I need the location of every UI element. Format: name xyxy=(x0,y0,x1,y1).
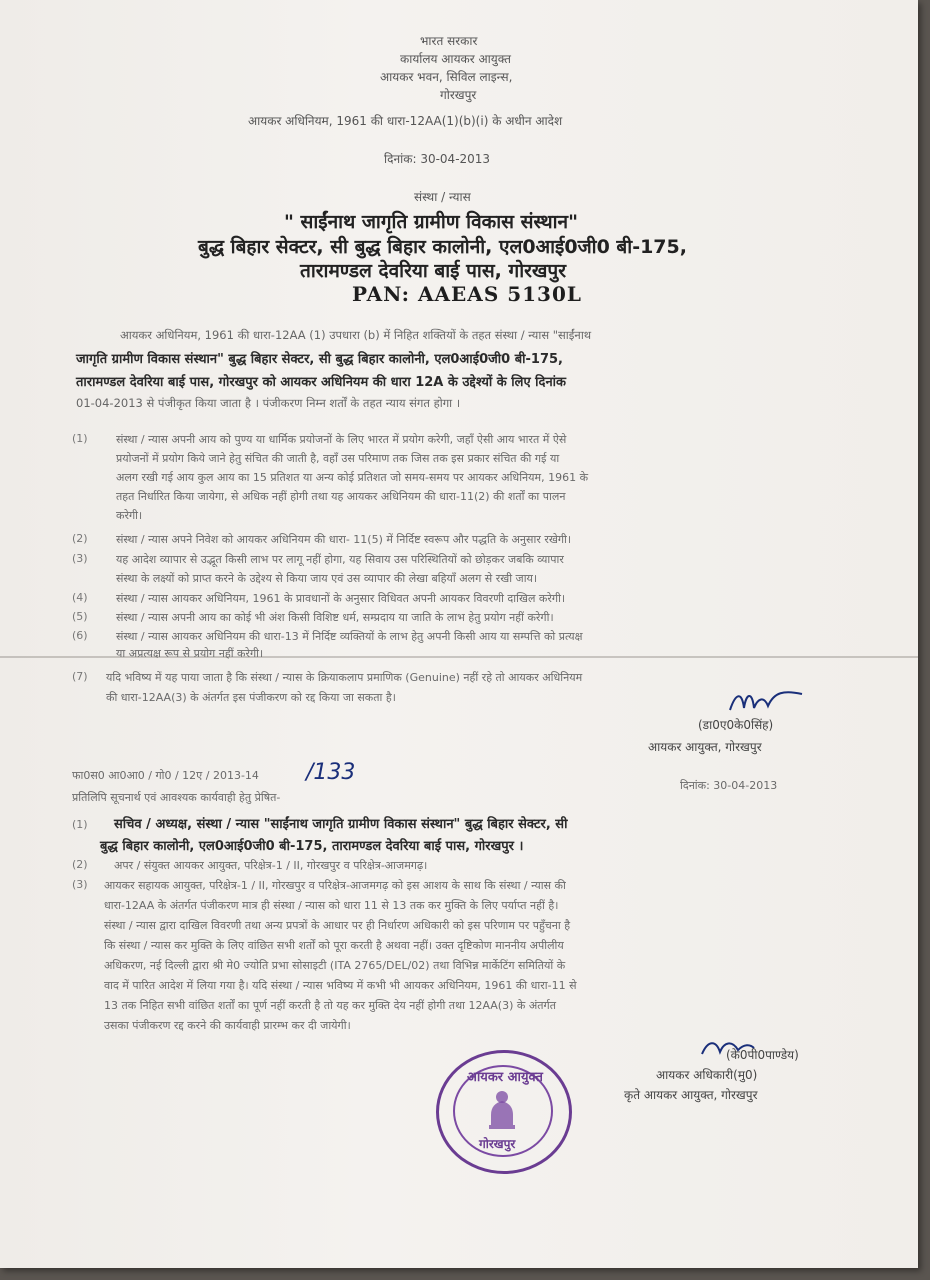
condition-7-line: की धारा-12AA(3) के अंतर्गत इस पंजीकरण को रद्द किया जा सकता है। xyxy=(106,691,396,704)
copy-item-3-line: उसका पंजीकरण रद्द करने की कार्यवाही प्रारम्भ कर दी जायेगी। xyxy=(104,1019,351,1032)
copy-intro: प्रतिलिपि सूचनार्थ एवं आवश्यक कार्यवाही हेतु प्रेषित- xyxy=(72,791,281,804)
copy-item-3-line: 13 तक निहित सभी वांछित शर्तों का पूर्ण नहीं करती है तो यह कर मुक्ति देय नहीं होगी तथा 12AA(3) के अंतर्गत xyxy=(104,999,556,1012)
signatory2-for: कृते आयकर आयुक्त, गोरखपुर xyxy=(624,1088,758,1102)
para-line-2: जागृति ग्रामीण विकास संस्थान" बुद्ध बिहार सेक्टर, सी बुद्ध बिहार कालोनी, एल0आई0जी0 बी-175, xyxy=(76,352,563,367)
para-line-3: तारामण्डल देवरिया बाई पास, गोरखपुर को आयकर अधिनियम की धारा 12A के उद्देश्यों के लिए दिनांक xyxy=(76,375,567,390)
condition-6-line: संस्था / न्यास आयकर अधिनियम की धारा-13 में निर्दिष्ट व्यक्तियों के लाभ हेतु अपनी किसी आय या सम्पत्ति को प्रत्यक्ष xyxy=(116,630,583,643)
condition-4-line: संस्था / न्यास आयकर अधिनियम, 1961 के प्रावधानों के अनुसार विधिवत अपनी आयकर विवरणी दाखिल करेगी। xyxy=(116,592,566,605)
condition-1-line: संस्था / न्यास अपनी आय को पुण्य या धार्मिक प्रयोजनों के लिए भारत में प्रयोग करेगी, जहाँ ऐसी आय भारत में ऐसे xyxy=(116,433,567,446)
para-line-1: आयकर अधिनियम, 1961 की धारा-12AA (1) उपधारा (b) में निहित शक्तियों के तहत संस्था / न्यास "साईंनाथ xyxy=(120,328,592,342)
order-under-section: आयकर अधिनियम, 1961 की धारा-12AA(1)(b)(i) के अधीन आदेश xyxy=(248,114,563,128)
condition-5-line: संस्था / न्यास अपनी आय का कोई भी अंश किसी विशिष्ट धर्म, सम्प्रदाय या जाति के लाभ हेतु प्रयोग नहीं करेगी। xyxy=(116,611,554,624)
ashoka-emblem-icon xyxy=(479,1085,525,1131)
condition-num: (5) xyxy=(72,610,88,623)
signature-scribble xyxy=(726,684,806,718)
copy-item-3-line: वाद में पारित आदेश में लिया गया है। यदि संस्था / न्यास भविष्य में कभी भी आयकर अधिनियम, 1961 की धारा-11 से xyxy=(104,979,577,992)
copy-item-2-line: अपर / संयुक्त आयकर आयुक्त, परिक्षेत्र-1 / II, गोरखपुर व परिक्षेत्र-आजमगढ़। xyxy=(114,859,428,872)
entity-name: " साईंनाथ जागृति ग्रामीण विकास संस्थान" xyxy=(284,211,579,233)
entity-label: संस्था / न्यास xyxy=(414,190,471,204)
condition-num: (1) xyxy=(72,432,88,445)
order-date: दिनांक: 30-04-2013 xyxy=(384,152,491,166)
copy-item-1-line: सचिव / अध्यक्ष, संस्था / न्यास "साईंनाथ जागृति ग्रामीण विकास संस्थान" बुद्ध बिहार सेक्टर, सी xyxy=(114,817,568,832)
condition-2-line: संस्था / न्यास अपने निवेश को आयकर अधिनियम की धारा- 11(5) में निर्दिष्ट स्वरूप और पद्धति के अनुसार रखेगी। xyxy=(116,533,572,546)
condition-1-line: प्रयोजनों में प्रयोग किये जाने हेतु संचित की जाती है, वहाँ उस परिमाण तक जिस तक इस प्रकार संचित की गई या xyxy=(116,452,560,465)
para-line-4: 01-04-2013 से पंजीकृत किया जाता है । पंजीकरण निम्न शर्तों के तहत न्याय संगत होगा । xyxy=(76,396,461,410)
condition-1-line: करेगी। xyxy=(116,509,143,522)
seal-bottom-text: गोरखपुर xyxy=(479,1137,516,1151)
signatory-name: (डा0ए0के0सिंह) xyxy=(698,718,774,732)
copy-item-3-line: आयकर सहायक आयुक्त, परिक्षेत्र-1 / II, गोरखपुर व परिक्षेत्र-आजमगढ़ को इस आशय के साथ कि संस्था / न्यास की xyxy=(104,879,566,892)
condition-3-line: यह आदेश व्यापार से उद्भूत किसी लाभ पर लागू नहीं होगा, यह सिवाय उस परिस्थितियों को छोड़कर जबकि व्यापार xyxy=(116,553,564,566)
condition-num: (3) xyxy=(72,552,88,565)
header-office: कार्यालय आयकर आयुक्त xyxy=(400,52,511,66)
copy-item-3-line: कि संस्था / न्यास कर मुक्ति के लिए वांछित सभी शर्तों को पूरा करती है अथवा नहीं। उक्त दृष्टिकोण माननीय अपीलीय xyxy=(104,939,564,952)
condition-num: (6) xyxy=(72,629,88,642)
copy-item-1-line: बुद्ध बिहार कालोनी, एल0आई0जी0 बी-175, तारामण्डल देवरिया बाई पास, गोरखपुर । xyxy=(100,839,524,854)
condition-num: (4) xyxy=(72,591,88,604)
handwritten-number: /133 xyxy=(306,760,356,785)
condition-num: (2) xyxy=(72,532,88,545)
copy-item-num: (1) xyxy=(72,818,88,831)
copy-item-3-line: संस्था / न्यास द्वारा दाखिल विवरणी तथा अन्य प्रपत्रों के आधार पर ही निर्धारण अधिकारी को इस परिणाम पर पहुँचना है xyxy=(104,919,571,932)
condition-num: (7) xyxy=(72,670,88,683)
copy-date: दिनांक: 30-04-2013 xyxy=(680,779,778,792)
condition-3-line: संस्था के लक्ष्यों को प्राप्त करने के उद्देश्य से किया जाय एवं उस व्यापार की लेखा बहियाँ अलग से रखी जाय। xyxy=(116,572,538,585)
official-seal xyxy=(436,1050,572,1174)
condition-1-line: तहत निर्धारित किया जायेगा, से अधिक नहीं होगी तथा यह आयकर अधिनियम की धारा-11(2) की शर्तों का पालन xyxy=(116,490,566,503)
header-govt: भारत सरकार xyxy=(420,34,478,48)
entity-address-line2: तारामण्डल देवरिया बाई पास, गोरखपुर xyxy=(300,260,566,282)
seal-top-text: आयकर आयुक्त xyxy=(467,1070,543,1085)
condition-1-line: अलग रखी गई आय कुल आय का 15 प्रतिशत या अन्य कोई प्रतिशत जो समय-समय पर आयकर अधिनियम, 1961 के xyxy=(116,471,589,484)
copy-item-num: (3) xyxy=(72,878,88,891)
signatory2-title: आयकर अधिकारी(मु0) xyxy=(656,1068,758,1082)
file-number: फा0स0 आ0आ0 / गो0 / 12ए / 2013-14 xyxy=(72,769,259,782)
condition-6-line: या अप्रत्यक्ष रूप से प्रयोग नहीं करेगी। xyxy=(116,647,264,660)
entity-address-line1: बुद्ध बिहार सेक्टर, सी बुद्ध बिहार कालोनी, एल0आई0जी0 बी-175, xyxy=(198,236,687,258)
condition-7-line: यदि भविष्य में यह पाया जाता है कि संस्था / न्यास के क्रियाकलाप प्रमाणिक (Genuine) नहीं रहे तो आयकर अधिनियम xyxy=(106,671,583,684)
pan-number: PAN: AAEAS 5130L xyxy=(352,282,582,306)
copy-item-3-line: धारा-12AA के अंतर्गत पंजीकरण मात्र ही संस्था / न्यास को धारा 11 से 13 तक कर मुक्ति के लिए पर्याप्त नहीं है। xyxy=(104,899,559,912)
copy-item-num: (2) xyxy=(72,858,88,871)
signatory-title: आयकर आयुक्त, गोरखपुर xyxy=(648,740,762,754)
header-city: गोरखपुर xyxy=(440,88,477,102)
signatory2-name: (के0पी0पाण्डेय) xyxy=(726,1048,799,1062)
header-address: आयकर भवन, सिविल लाइन्स, xyxy=(380,70,513,84)
copy-item-3-line: अधिकरण, नई दिल्ली द्वारा श्री मे0 ज्योति प्रभा सोसाइटी (ITA 2765/DEL/02) तथा विभिन्न मार्केटिंग समितियों के xyxy=(104,959,566,972)
